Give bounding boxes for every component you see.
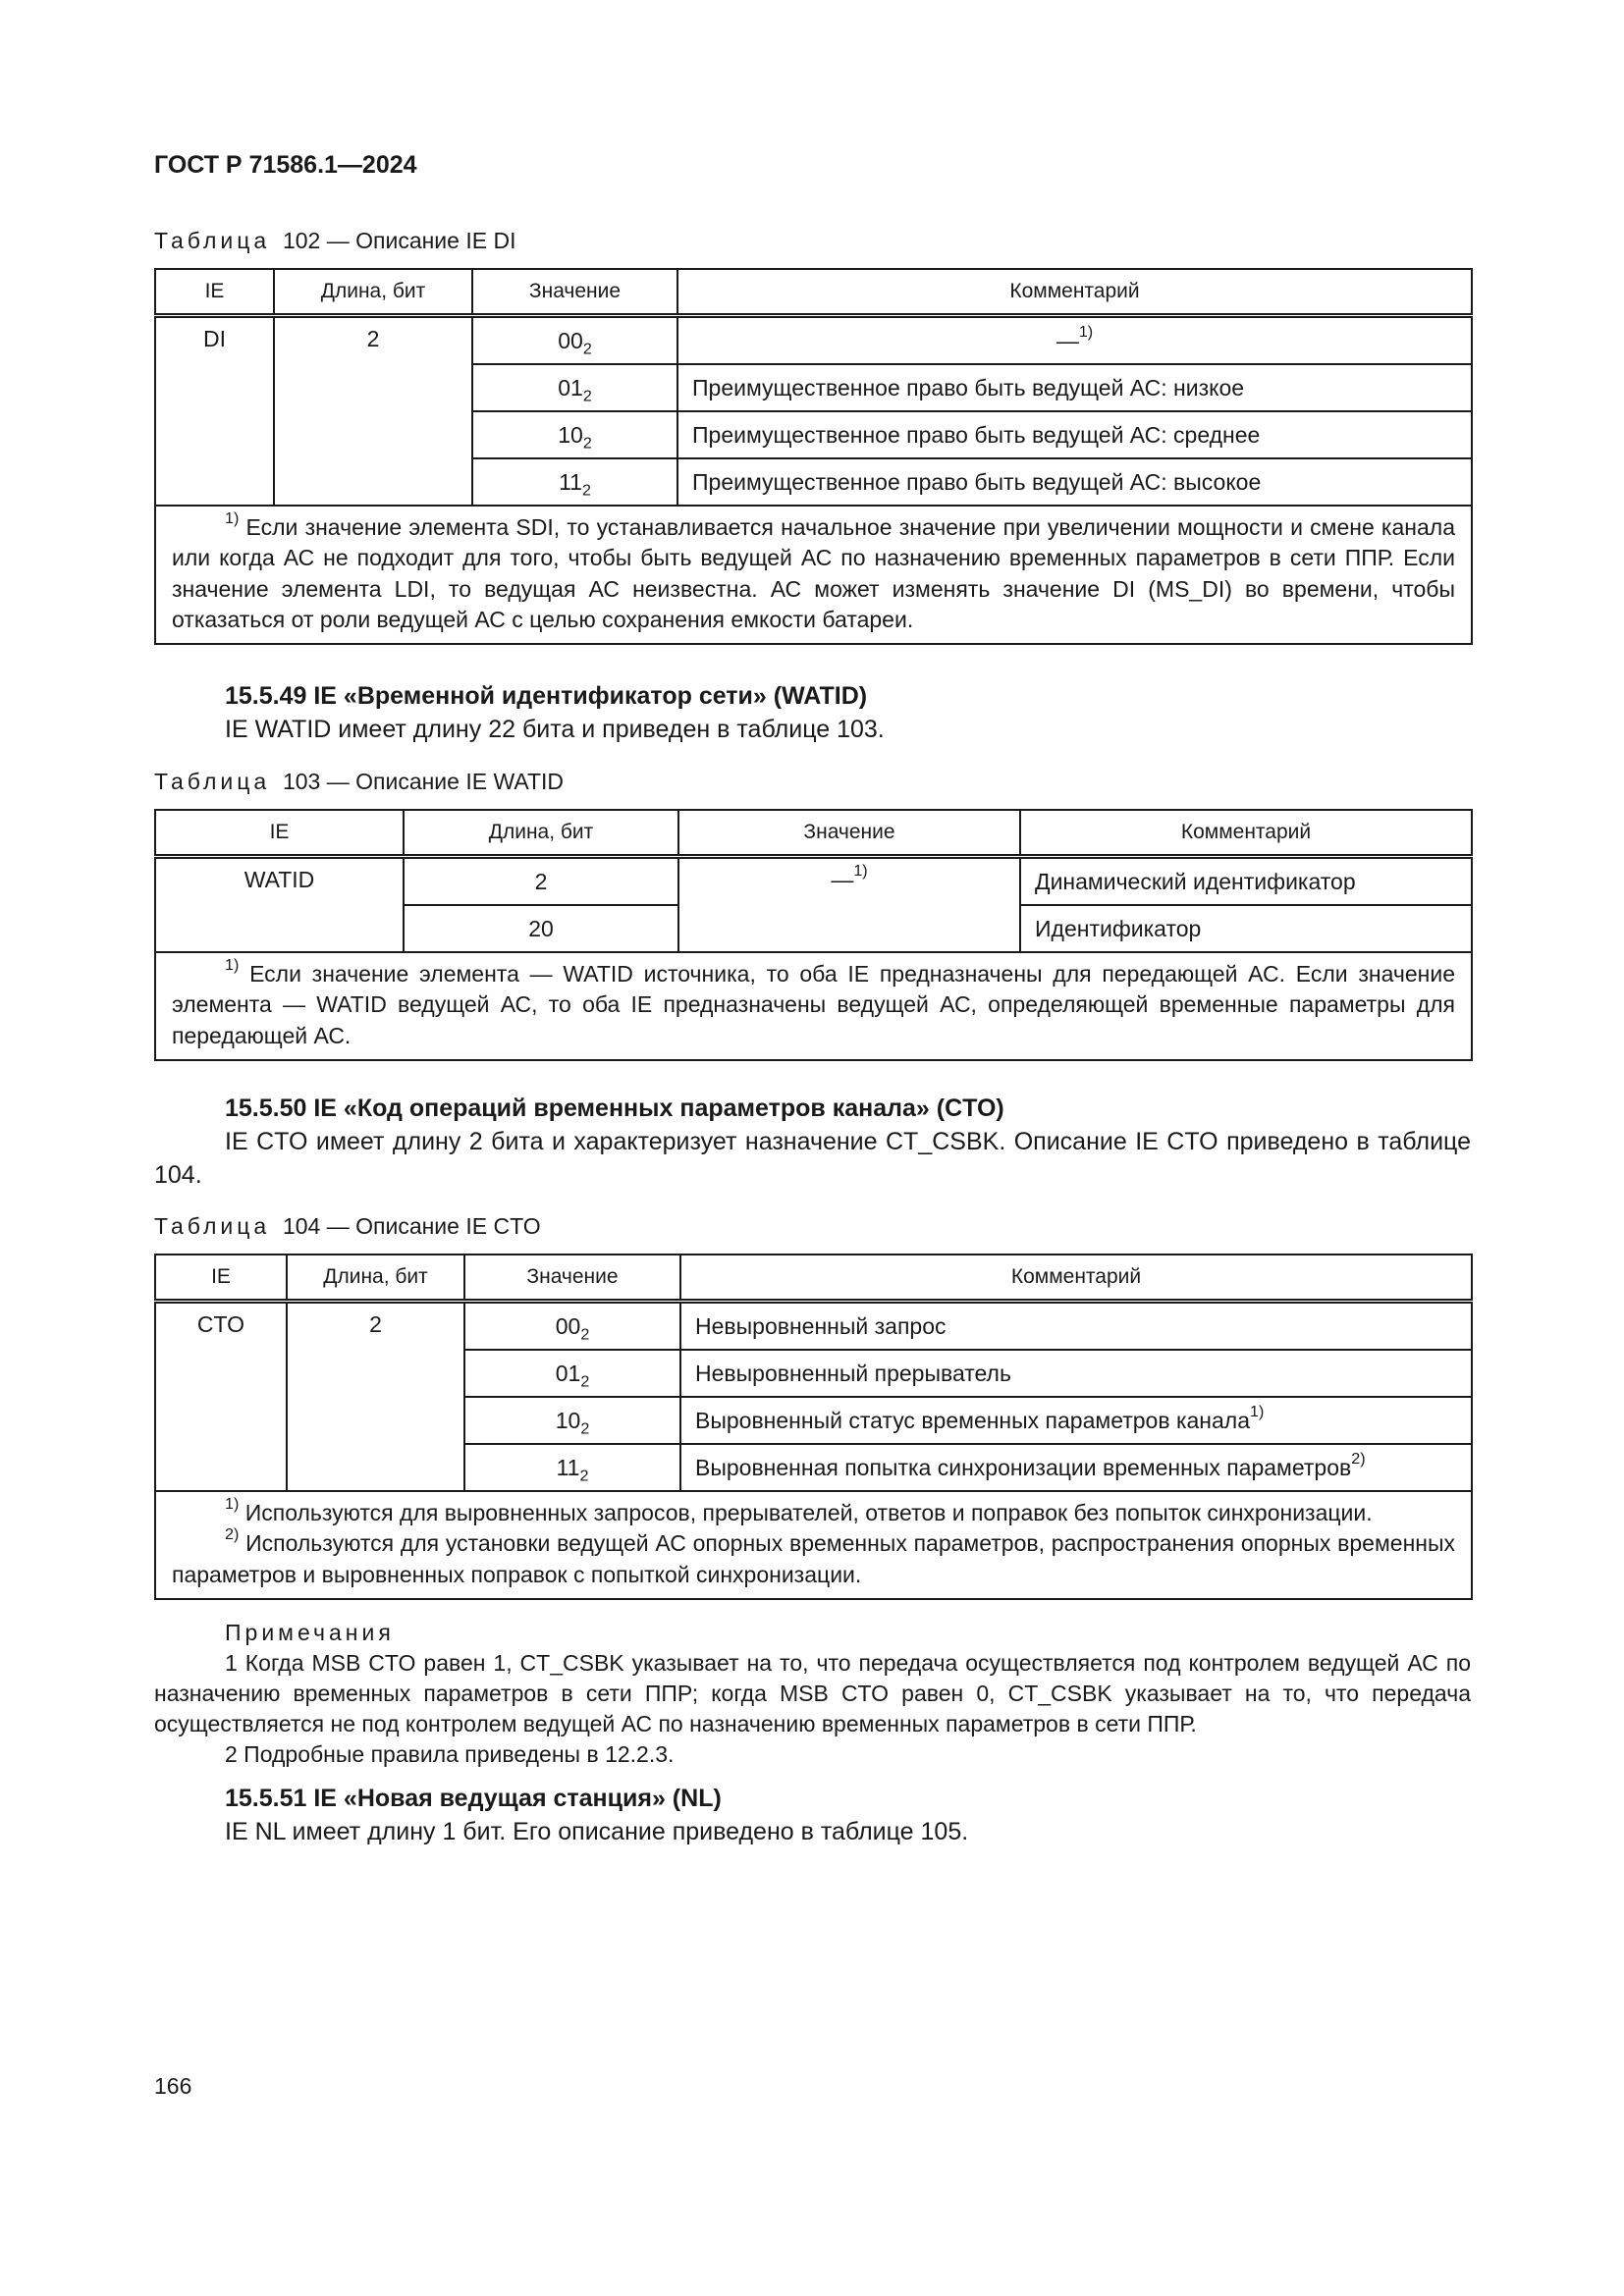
column-header-length: Длина, бит [274, 269, 472, 316]
comment-cell: Преимущественное право быть ведущей АС: высокое [677, 458, 1472, 506]
table-103-caption: Таблица 103 — Описание IE WATID [154, 769, 564, 794]
table-footnote: $^{1)}$ Если значение элемента — WATID источника, то оба IE предназначены для передающей АС. Если значение элемента — WATID ведущей АС, то оба IE предназначены ведущей АС, определяющей временные параметры для передающей АС. [155, 952, 1472, 1060]
comment-cell: Идентификатор [1020, 905, 1472, 952]
column-header-value: Значение [464, 1255, 680, 1302]
table-footnote: $^{1)}$ Если значение элемента SDI, то устанавливается начальное значение при увеличении мощности и смене канала или когда АС не подходит для того, чтобы быть ведущей АС по назначению временных параметров в сети ППР. Если значение элемента LDI, то ведущая АС неизвестна. АС может изменять значение DI (MS_DI) во времени, чтобы отказаться от роли ведущей АС с целью сохранения емкости батареи. [155, 506, 1472, 644]
column-header-ie: IE [155, 1255, 287, 1302]
column-header-comment: Комментарий [680, 1255, 1472, 1302]
length-cell: 2 [287, 1302, 464, 1492]
column-header-ie: IE [155, 810, 404, 857]
length-cell: 2 [404, 857, 678, 906]
page-number: 166 [154, 2073, 192, 2099]
column-header-value: Значение [472, 269, 677, 316]
section-paragraph: IE CTO имеет длину 2 бита и характеризует назначение CT_CSBK. Описание IE CTO приведено в таблице 104. [154, 1128, 1471, 1189]
section-heading: 15.5.49 IE «Временной идентификатор сети» (WATID) [225, 682, 868, 710]
table-103 [154, 809, 1473, 1061]
column-header-comment: Комментарий [1020, 810, 1472, 857]
comment-cell: Преимущественное право быть ведущей АС: низкое [677, 364, 1472, 411]
notes-heading: Примечания [225, 1620, 395, 1645]
column-header-value: Значение [678, 810, 1020, 857]
document-header: ГОСТ Р 71586.1—2024 [154, 151, 417, 179]
value-cell: $11_2$ [464, 1444, 680, 1491]
section-15-5-50 [154, 1092, 1471, 1192]
value-cell: $10_2$ [464, 1397, 680, 1444]
ie-cell: DI [155, 316, 274, 507]
value-cell: $00_2$ [472, 316, 677, 365]
column-header-comment: Комментарий [677, 269, 1472, 316]
comment-cell: Выровненная попытка синхронизации временных параметров$^{2)}$ [680, 1444, 1472, 1491]
note-item: 2 Подробные правила приведены в 12.2.3. [225, 1741, 675, 1767]
column-header-length: Длина, бит [404, 810, 678, 857]
column-header-ie: IE [155, 269, 274, 316]
section-paragraph: IE WATID имеет длину 22 бита и приведен в таблице 103. [225, 716, 885, 743]
table-102-caption: Таблица 102 — Описание IE DI [154, 228, 516, 253]
value-cell: $11_2$ [472, 458, 677, 506]
length-cell: 20 [404, 905, 678, 952]
section-paragraph: IE NL имеет длину 1 бит. Его описание приведено в таблице 105. [225, 1818, 969, 1845]
value-cell: $01_2$ [464, 1350, 680, 1397]
comment-cell: Динамический идентификатор [1020, 857, 1472, 906]
comment-cell: Невыровненный запрос [680, 1302, 1472, 1351]
value-cell: $01_2$ [472, 364, 677, 411]
section-15-5-51 [154, 1782, 1471, 1848]
ie-cell: CTO [155, 1302, 287, 1492]
column-header-length: Длина, бит [287, 1255, 464, 1302]
value-cell: $00_2$ [464, 1302, 680, 1351]
comment-cell: Преимущественное право быть ведущей АС: среднее [677, 411, 1472, 458]
ie-cell: WATID [155, 857, 404, 953]
value-cell: —$^{1)}$ [678, 857, 1020, 953]
comment-cell: —$^{1)}$ [677, 316, 1472, 365]
section-heading: 15.5.50 IE «Код операций временных параметров канала» (CTO) [225, 1095, 1004, 1122]
value-cell: $10_2$ [472, 411, 677, 458]
note-item: 1 Когда MSB CTO равен 1, CT_CSBK указывает на то, что передача осуществляется под контролем ведущей АС по назначению временных параметров в сети ППР; когда MSB CTO равен 0, CT_CSBK указывает на то, что передача осуществляется не под контролем ведущей АС по назначению временных параметров в сети ППР. [154, 1650, 1471, 1736]
table-102 [154, 268, 1473, 645]
table-104 [154, 1254, 1473, 1600]
comment-cell: Невыровненный прерыватель [680, 1350, 1472, 1397]
table-104-caption: Таблица 104 — Описание IE CTO [154, 1213, 541, 1239]
table-footnote: $^{1)}$ Используются для выровненных запросов, прерывателей, ответов и поправок без попыток синхронизации. $^{2)}$ Используются для установки ведущей АС опорных временных параметров, распространения опорных временных параметров и выровненных поправок с попыткой синхронизации. [155, 1491, 1472, 1599]
section-15-5-49 [154, 679, 1471, 746]
comment-cell: Выровненный статус временных параметров канала$^{1)}$ [680, 1397, 1472, 1444]
length-cell: 2 [274, 316, 472, 507]
notes-block [154, 1618, 1471, 1770]
section-heading: 15.5.51 IE «Новая ведущая станция» (NL) [225, 1785, 722, 1812]
